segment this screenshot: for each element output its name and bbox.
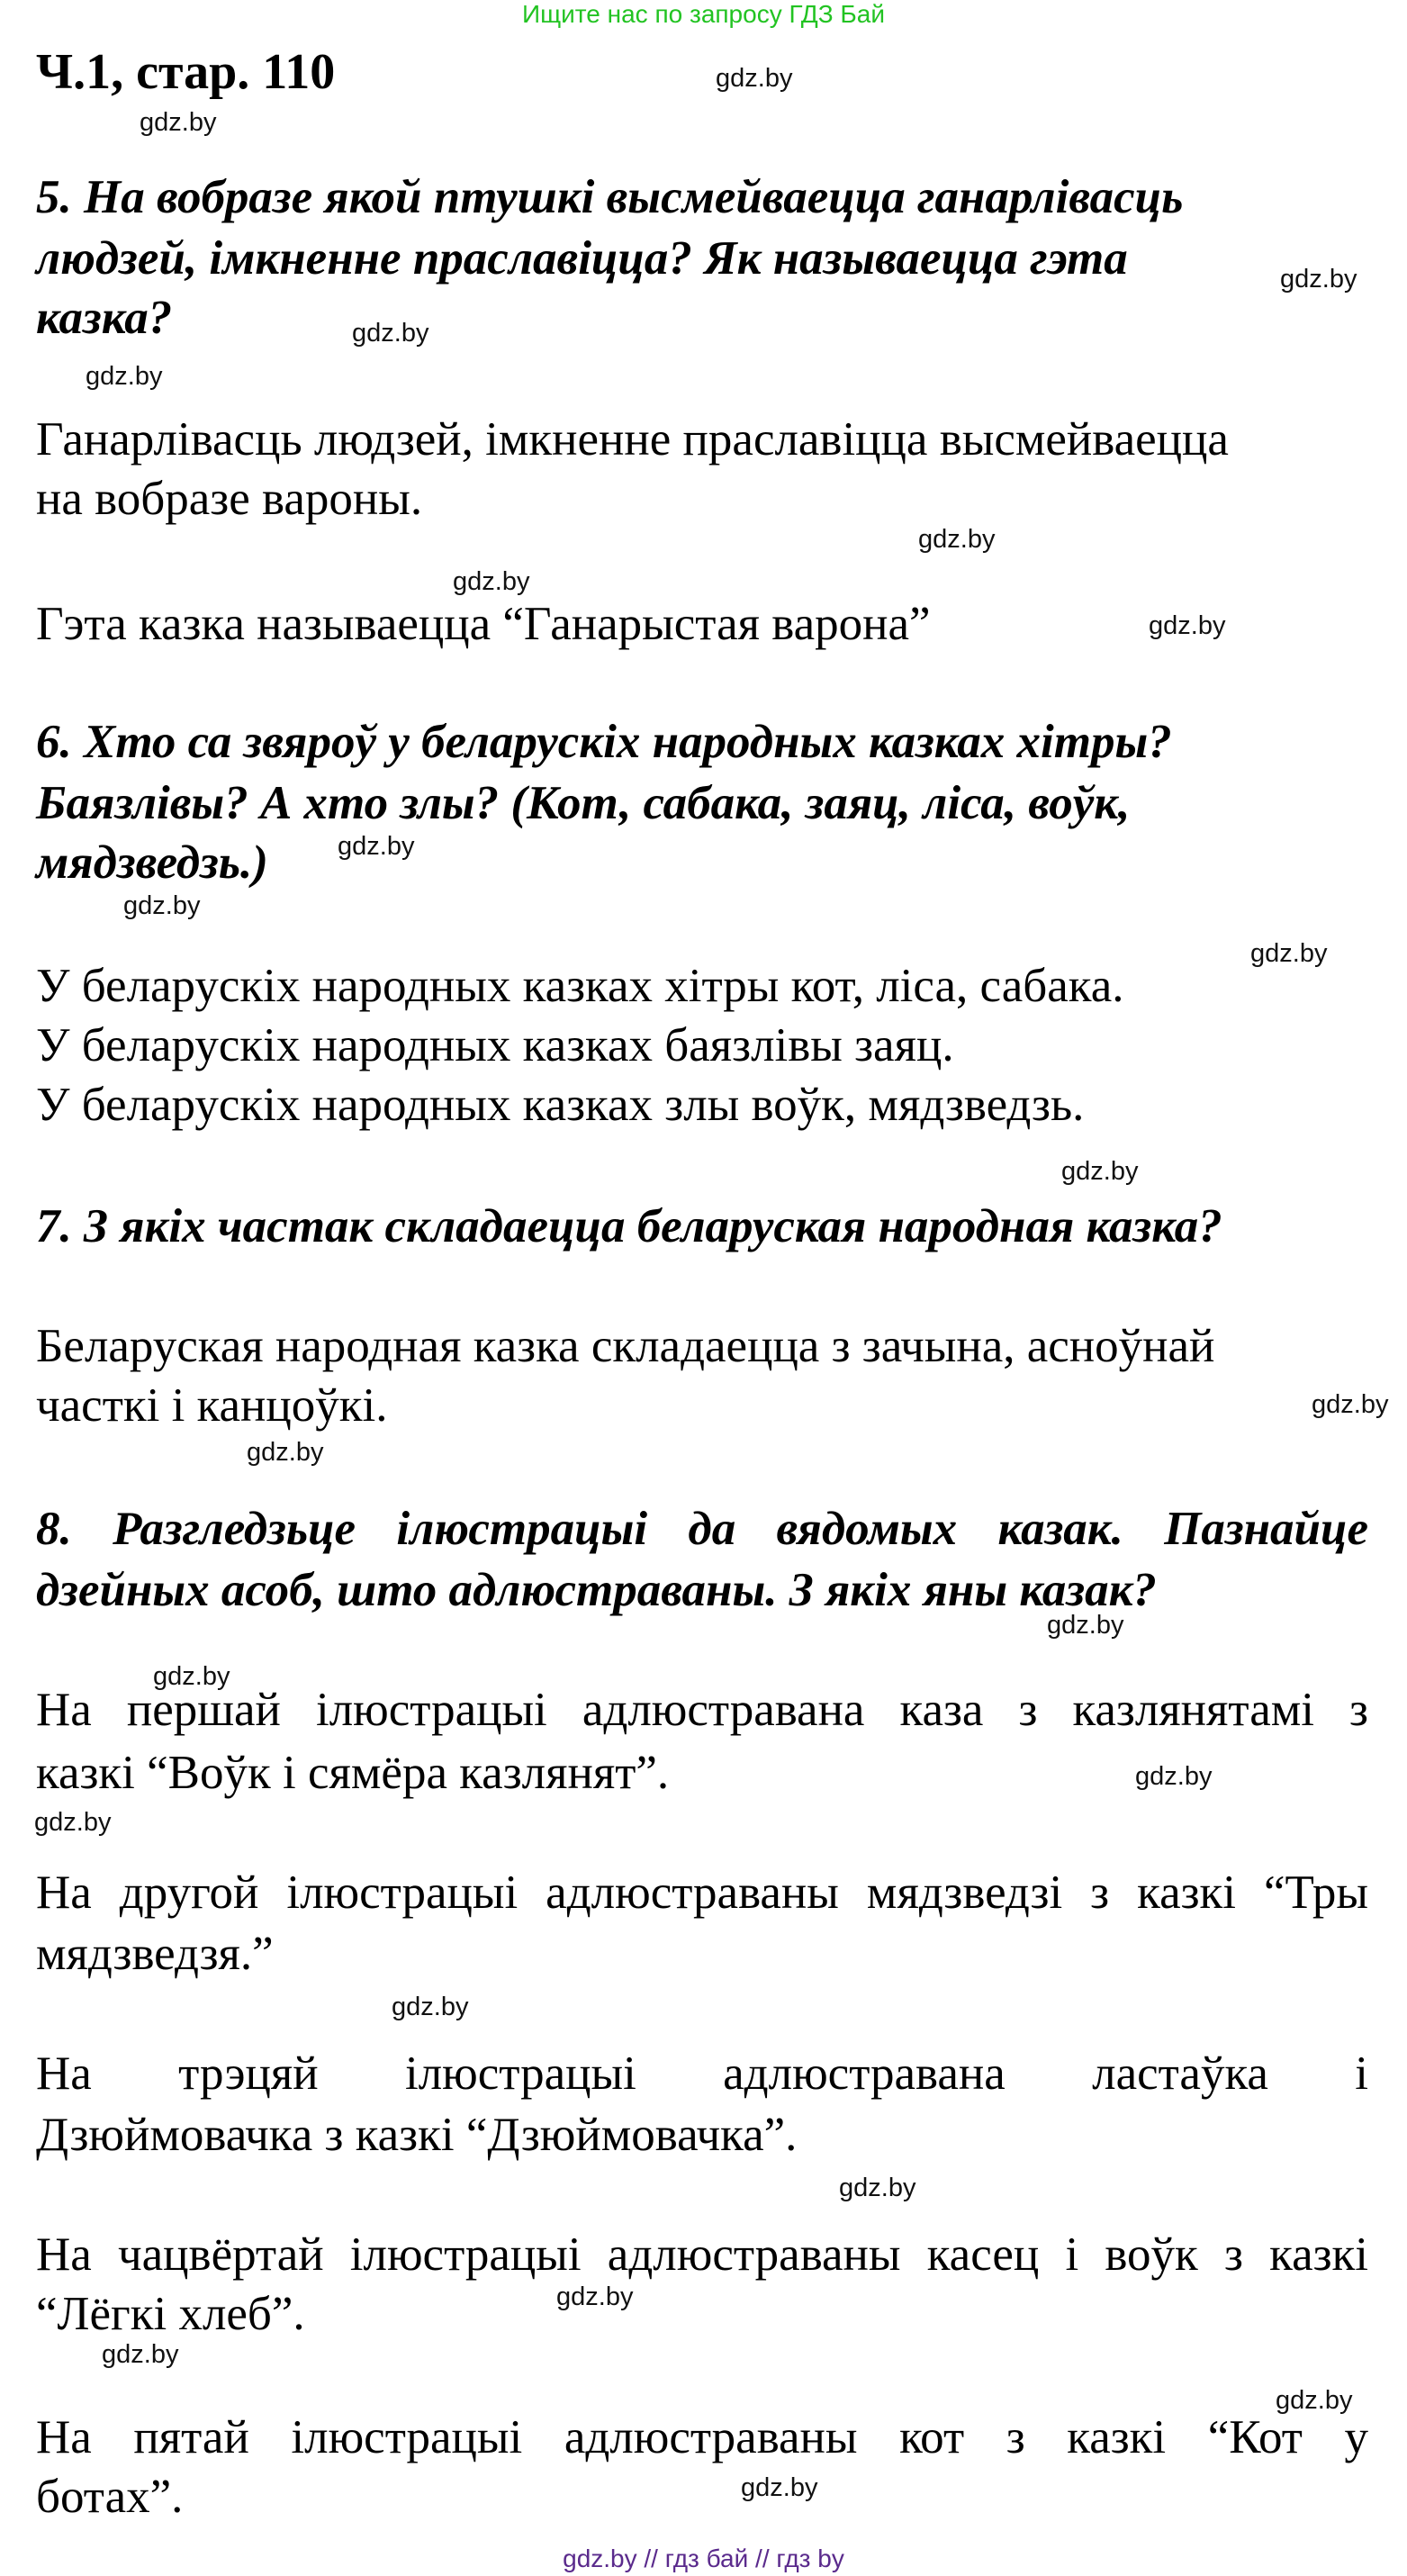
watermark: gdz.by xyxy=(1250,939,1328,968)
answer-6-line: У беларускіх народных казках баязлівы заяц. xyxy=(36,1019,954,1071)
watermark: gdz.by xyxy=(1312,1390,1389,1419)
question-7-line: 7. З якіх частак складаецца беларуская народная казка? xyxy=(36,1200,1222,1252)
answer-5-line: на вобразе вароны. xyxy=(36,473,423,525)
watermark: gdz.by xyxy=(140,108,217,137)
answer-8-line: “Лёгкі хлеб”. xyxy=(36,2288,305,2340)
watermark: gdz.by xyxy=(918,525,996,554)
watermark: gdz.by xyxy=(453,567,530,596)
answer-8-line: На другой ілюстрацыі адлюстраваны мядзведзі з казкі “Тры xyxy=(36,1866,1368,1919)
footer-links[interactable]: gdz.by // гдз бай // гдз by xyxy=(563,2544,844,2572)
answer-8-line: На чацвёртай ілюстрацыі адлюстраваны касец і воўк з казкі xyxy=(36,2228,1368,2281)
question-6-line: Баязлівы? А хто злы? (Кот, сабака, заяц, ліса, воўк, xyxy=(36,777,1131,829)
watermark: gdz.by xyxy=(1149,611,1226,640)
answer-5-line: Ганарлівасць людзей, імкненне праславіцца высмейваецца xyxy=(36,413,1229,465)
watermark: gdz.by xyxy=(556,2282,634,2311)
watermark: gdz.by xyxy=(741,2473,818,2502)
answer-8-line: На першай ілюстрацыі адлюстравана каза з казлянятамі з xyxy=(36,1684,1368,1736)
watermark: gdz.by xyxy=(123,891,201,920)
answer-7-line: часткі і канцоўкі. xyxy=(36,1379,388,1432)
question-6-line: мядзведзь.) xyxy=(36,836,268,889)
watermark: gdz.by xyxy=(1280,265,1357,294)
answer-8-line: На пятай ілюстрацыі адлюстраваны кот з казкі “Кот у xyxy=(36,2411,1368,2463)
answer-6-line: У беларускіх народных казках злы воўк, мядзведзь. xyxy=(36,1079,1085,1131)
watermark: gdz.by xyxy=(34,1808,112,1837)
answer-5-line: Гэта казка называецца “Ганарыстая варона” xyxy=(36,598,931,650)
question-8-line: 8. Разгледзьце ілюстрацыі да вядомых казак. Пазнайце xyxy=(36,1503,1368,1555)
answer-8-line: Дзюймовачка з казкі “Дзюймовачка”. xyxy=(36,2109,798,2161)
watermark: gdz.by xyxy=(392,1993,469,2021)
watermark: gdz.by xyxy=(352,319,429,348)
watermark: gdz.by xyxy=(153,1662,230,1691)
answer-8-line: мядзведзя.” xyxy=(36,1928,274,1980)
watermark: gdz.by xyxy=(86,362,163,391)
search-banner-link[interactable]: Ищите нас по запросу ГДЗ Бай xyxy=(521,0,886,28)
question-8-line: дзейных асоб, што адлюстраваны. З якіх яны казак? xyxy=(36,1564,1157,1616)
page-title: Ч.1, стар. 110 xyxy=(36,44,336,100)
question-5-line: 5. На вобразе якой птушкі высмейваецца ганарлівасць xyxy=(36,171,1184,223)
answer-8-line: казкі “Воўк і сямёра казлянят”. xyxy=(36,1747,670,1799)
answer-7-line: Беларуская народная казка складаецца з зачына, асноўнай xyxy=(36,1320,1215,1372)
question-6-line: 6. Хто са звяроў у беларускіх народных казках хітры? xyxy=(36,716,1172,768)
watermark: gdz.by xyxy=(716,64,793,93)
watermark: gdz.by xyxy=(839,2174,916,2202)
answer-8-line: На трэцяй ілюстрацыі адлюстравана ластаўка і xyxy=(36,2047,1368,2100)
watermark: gdz.by xyxy=(102,2340,179,2369)
answer-8-line: ботах”. xyxy=(36,2471,184,2523)
watermark: gdz.by xyxy=(338,832,415,861)
watermark: gdz.by xyxy=(247,1438,324,1467)
watermark: gdz.by xyxy=(1047,1611,1124,1640)
question-5-line: казка? xyxy=(36,292,173,344)
watermark: gdz.by xyxy=(1276,2386,1353,2415)
answer-6-line: У беларускіх народных казках хітры кот, ліса, сабака. xyxy=(36,960,1124,1012)
watermark: gdz.by xyxy=(1135,1762,1213,1791)
question-5-line: людзей, імкненне праславіцца? Як называецца гэта xyxy=(36,232,1128,285)
watermark: gdz.by xyxy=(1061,1157,1139,1186)
